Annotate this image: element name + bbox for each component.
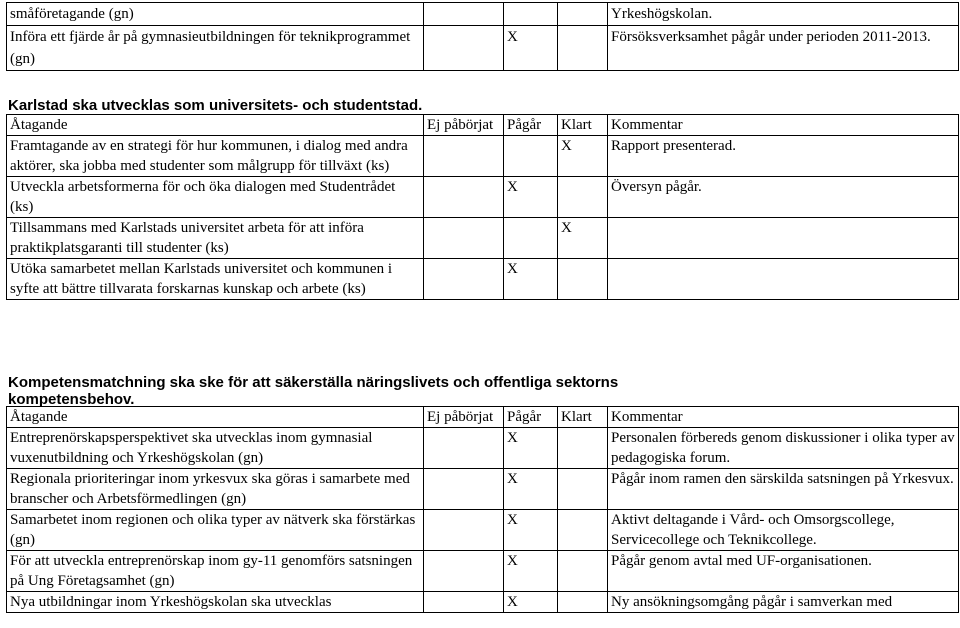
not-started-cell bbox=[424, 136, 504, 177]
commitment-cell: För att utveckla entreprenörskap inom gy-11 genomförs satsningen på Ung Företagsamhet (gn) bbox=[7, 551, 424, 592]
skills-matching-table bbox=[6, 406, 959, 613]
commitment-cell: Framtagande av en strategi för hur kommunen, i dialog med andra aktörer, ska jobba med studenter som målgrupp för tillväxt (ks) bbox=[7, 136, 424, 177]
commitment-cell: Entreprenörskapsperspektivet ska utvecklas inom gymnasial vuxenutbildning och Yrkeshögskolan (gn) bbox=[7, 428, 424, 469]
comment-cell: Ny ansökningsomgång pågår i samverkan med bbox=[608, 592, 959, 613]
table-row bbox=[7, 136, 959, 177]
top-continuation-table bbox=[6, 2, 959, 71]
university-city-table bbox=[6, 114, 959, 300]
done-cell bbox=[558, 3, 608, 26]
not-started-cell bbox=[424, 469, 504, 510]
comment-cell bbox=[608, 259, 959, 300]
ongoing-cell bbox=[504, 3, 558, 26]
done-cell bbox=[558, 177, 608, 218]
ongoing-cell: X bbox=[504, 26, 558, 71]
not-started-cell bbox=[424, 551, 504, 592]
not-started-cell bbox=[424, 3, 504, 26]
commitment-cell: Nya utbildningar inom Yrkeshögskolan ska utvecklas bbox=[7, 592, 424, 613]
not-started-cell bbox=[424, 26, 504, 71]
comment-cell: Aktivt deltagande i Vård- och Omsorgscollege, Servicecollege och Teknikcollege. bbox=[608, 510, 959, 551]
ongoing-cell: X bbox=[504, 510, 558, 551]
header-not-started: Ej påbörjat bbox=[424, 115, 504, 136]
comment-cell: Försöksverksamhet pågår under perioden 2011-2013. bbox=[608, 26, 959, 71]
comment-cell: Rapport presenterad. bbox=[608, 136, 959, 177]
done-cell: X bbox=[558, 218, 608, 259]
done-cell bbox=[558, 26, 608, 71]
table-row bbox=[7, 259, 959, 300]
table-row bbox=[7, 26, 959, 71]
commitment-cell: Regionala prioriteringar inom yrkesvux ska göras i samarbete med branscher och Arbetsförmedlingen (gn) bbox=[7, 469, 424, 510]
done-cell bbox=[558, 259, 608, 300]
comment-cell: Personalen förbereds genom diskussioner i olika typer av pedagogiska forum. bbox=[608, 428, 959, 469]
ongoing-cell bbox=[504, 218, 558, 259]
header-comment: Kommentar bbox=[608, 115, 959, 136]
table-row bbox=[7, 510, 959, 551]
comment-cell: Yrkeshögskolan. bbox=[608, 3, 959, 26]
commitment-cell: Utöka samarbetet mellan Karlstads universitet och kommunen i syfte att bättre tillvarata forskarnas kunskap och arbete (ks) bbox=[7, 259, 424, 300]
not-started-cell bbox=[424, 259, 504, 300]
not-started-cell bbox=[424, 177, 504, 218]
comment-cell: Pågår inom ramen den särskilda satsningen på Yrkesvux. bbox=[608, 469, 959, 510]
comment-cell: Pågår genom avtal med UF-organisationen. bbox=[608, 551, 959, 592]
ongoing-cell: X bbox=[504, 592, 558, 613]
section-heading-skills-matching: Kompetensmatchning ska ske för att säkerställa näringslivets och offentliga sektorns kompetensbehov. bbox=[8, 374, 619, 408]
ongoing-cell: X bbox=[504, 259, 558, 300]
commitment-cell: Samarbetet inom regionen och olika typer av nätverk ska förstärkas (gn) bbox=[7, 510, 424, 551]
table-row bbox=[7, 428, 959, 469]
table-row bbox=[7, 3, 959, 26]
done-cell bbox=[558, 469, 608, 510]
ongoing-cell: X bbox=[504, 469, 558, 510]
header-ongoing: Pågår bbox=[504, 115, 558, 136]
commitment-cell: Tillsammans med Karlstads universitet arbeta för att införa praktikplatsgaranti till studenter (ks) bbox=[7, 218, 424, 259]
header-commitment: Åtagande bbox=[7, 407, 424, 428]
not-started-cell bbox=[424, 592, 504, 613]
header-commitment: Åtagande bbox=[7, 115, 424, 136]
section-heading-university-city: Karlstad ska utvecklas som universitets- och studentstad. bbox=[8, 97, 423, 114]
done-cell bbox=[558, 428, 608, 469]
ongoing-cell bbox=[504, 136, 558, 177]
ongoing-cell: X bbox=[504, 177, 558, 218]
ongoing-cell: X bbox=[504, 551, 558, 592]
header-comment: Kommentar bbox=[608, 407, 959, 428]
table-header-row bbox=[7, 115, 959, 136]
table-row bbox=[7, 177, 959, 218]
not-started-cell bbox=[424, 510, 504, 551]
comment-cell: Översyn pågår. bbox=[608, 177, 959, 218]
done-cell: X bbox=[558, 136, 608, 177]
header-ongoing: Pågår bbox=[504, 407, 558, 428]
table-row bbox=[7, 218, 959, 259]
header-not-started: Ej påbörjat bbox=[424, 407, 504, 428]
table-row bbox=[7, 592, 959, 613]
commitment-cell: Införa ett fjärde år på gymnasieutbildningen för teknikprogrammet (gn) bbox=[7, 26, 424, 71]
table-row bbox=[7, 469, 959, 510]
ongoing-cell: X bbox=[504, 428, 558, 469]
not-started-cell bbox=[424, 428, 504, 469]
commitment-cell: småföretagande (gn) bbox=[7, 3, 424, 26]
done-cell bbox=[558, 592, 608, 613]
done-cell bbox=[558, 551, 608, 592]
not-started-cell bbox=[424, 218, 504, 259]
table-header-row bbox=[7, 407, 959, 428]
comment-cell bbox=[608, 218, 959, 259]
header-done: Klart bbox=[558, 407, 608, 428]
header-done: Klart bbox=[558, 115, 608, 136]
table-row bbox=[7, 551, 959, 592]
done-cell bbox=[558, 510, 608, 551]
commitment-cell: Utveckla arbetsformerna för och öka dialogen med Studentrådet (ks) bbox=[7, 177, 424, 218]
